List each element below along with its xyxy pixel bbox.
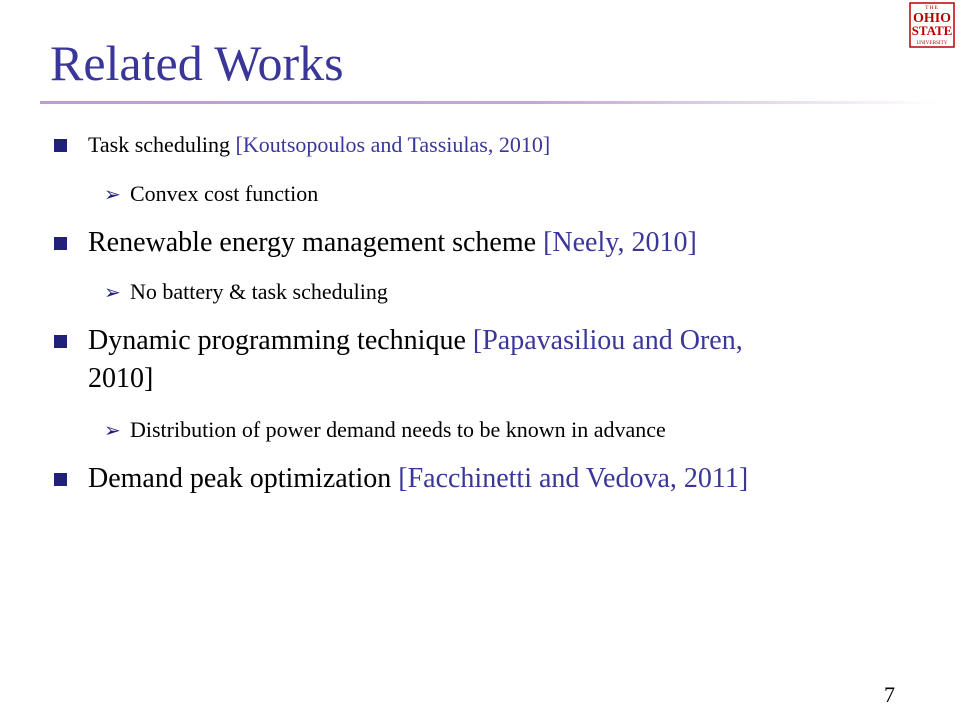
logo-state: STATE bbox=[911, 23, 953, 38]
slide-title: Related Works bbox=[50, 35, 344, 91]
bullet-text: Dynamic programming technique bbox=[88, 325, 473, 356]
bullet-text: Demand peak optimization bbox=[88, 463, 399, 494]
sub-bullet-text: Convex cost function bbox=[130, 181, 319, 206]
bullet-item-dynamic-programming bbox=[88, 324, 743, 358]
arrow-bullet-icon: ➢ bbox=[104, 280, 121, 304]
logo-university: UNIVERSITY bbox=[916, 40, 948, 46]
bullet-reference: [Papavasiliou and Oren, bbox=[472, 325, 743, 356]
bullet-square bbox=[54, 335, 67, 348]
bullet-item-renewable-energy bbox=[88, 226, 697, 260]
arrow-bullet-icon: ➢ bbox=[104, 418, 121, 442]
logo-ohio: OHIO bbox=[912, 11, 952, 26]
bullet-text: Renewable energy management scheme bbox=[88, 227, 544, 258]
sub-bullet-text: No battery & task scheduling bbox=[130, 279, 388, 304]
logo-the: THE bbox=[925, 5, 939, 11]
bullet-square bbox=[54, 237, 67, 250]
bullet-square bbox=[54, 139, 67, 152]
sub-bullet-text: Distribution of power demand needs to be known in advance bbox=[130, 417, 666, 442]
bullet-item-demand-peak bbox=[88, 462, 748, 496]
bullet-reference-continued: 2010] bbox=[88, 363, 154, 394]
arrow-bullet-icon: ➢ bbox=[104, 182, 121, 206]
bullet-reference: [Koutsopoulos and Tassiulas, 2010] bbox=[235, 132, 551, 157]
bullet-item-task-scheduling bbox=[88, 132, 550, 158]
bullet-reference: [Facchinetti and Vedova, 2011] bbox=[398, 463, 749, 494]
bullet-reference: [Neely, 2010] bbox=[543, 227, 697, 258]
bullet-text: Task scheduling bbox=[88, 132, 236, 157]
page-number: 7 bbox=[884, 682, 895, 707]
bullet-square bbox=[54, 473, 67, 486]
